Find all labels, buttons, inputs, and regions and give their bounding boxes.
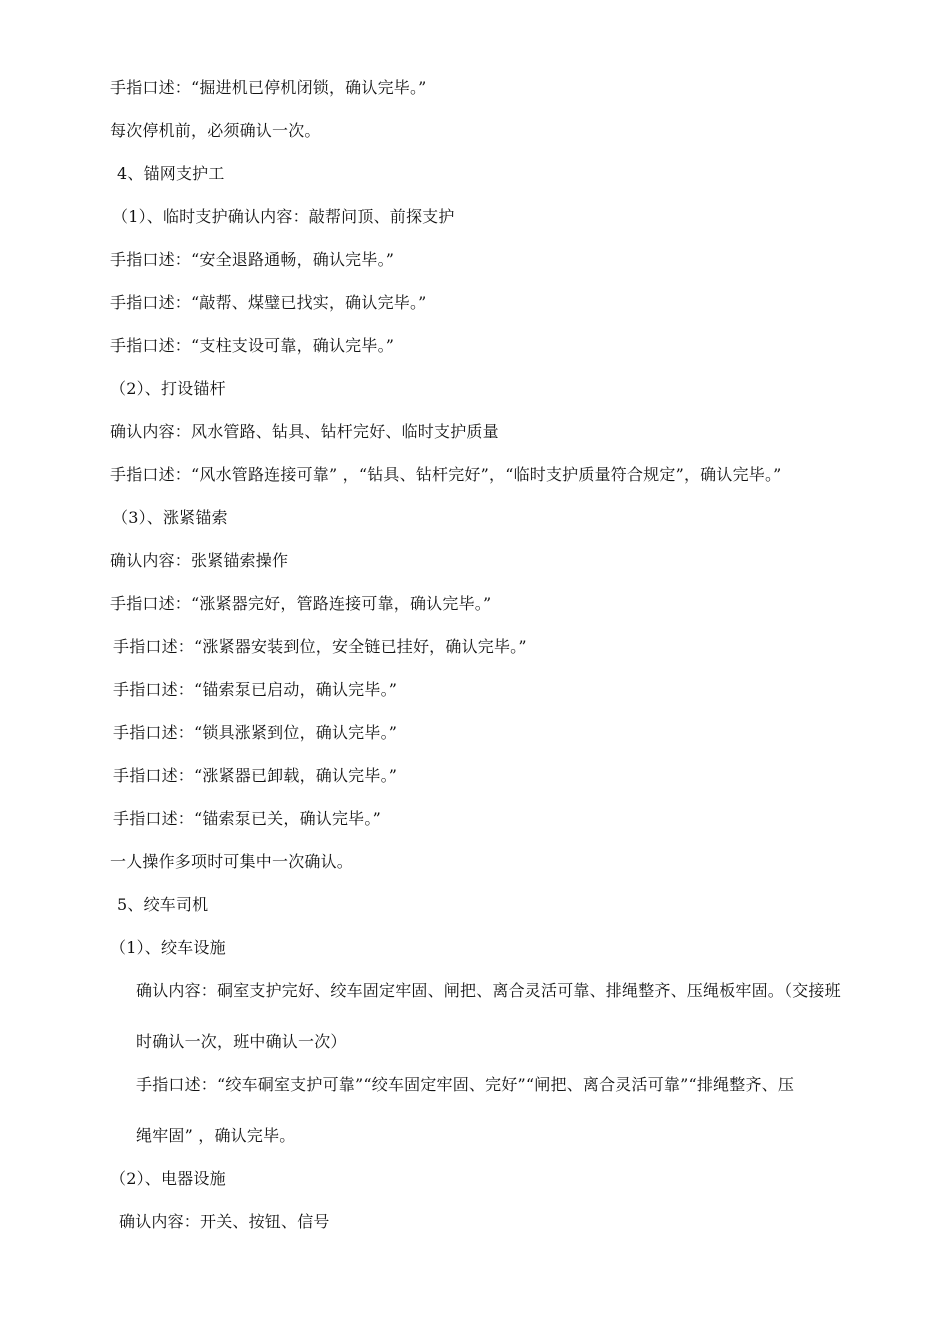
subsection-heading: （3）、涨紧锚索 <box>112 508 228 527</box>
subsection-heading: （2）、打设锚杆 <box>110 379 226 398</box>
section-heading: 4、锚网支护工 <box>117 164 225 183</box>
text-line: 确认内容：风水管路、钻具、钻杆完好、临时支护质量 <box>110 422 499 441</box>
text-line: 时确认一次，班中确认一次） <box>136 1032 347 1051</box>
subsection-heading: （2）、电器设施 <box>110 1169 226 1188</box>
text-line: 手指口述：“安全退路通畅，确认完毕。” <box>110 250 395 269</box>
text-line: 手指口述：“涨紧器安装到位，安全链已挂好，确认完毕。” <box>113 637 527 656</box>
section-heading: 5、绞车司机 <box>117 895 209 914</box>
subsection-heading: （1）、绞车设施 <box>110 938 226 957</box>
text-line: 手指口述：“锚索泵已启动，确认完毕。” <box>113 680 398 699</box>
text-line: 一人操作多项时可集中一次确认。 <box>110 852 354 871</box>
subsection-heading: （1）、临时支护确认内容：敲帮问顶、前探支护 <box>112 207 455 226</box>
text-line: 手指口述：“掘进机已停机闭锁，确认完毕。” <box>110 78 427 97</box>
text-line: 手指口述：“锁具涨紧到位，确认完毕。” <box>113 723 398 742</box>
text-line: 确认内容：硐室支护完好、绞车固定牢固、闸把、离合灵活可靠、排绳整齐、压绳板牢固。（交接班 <box>136 981 841 1000</box>
text-line: 确认内容：张紧锚索操作 <box>110 551 289 570</box>
text-line: 手指口述：“风水管路连接可靠” ，“钻具、钻杆完好”，“临时支护质量符合规定”，确认完毕。” <box>110 465 782 484</box>
text-line: 手指口述：“支柱支设可靠，确认完毕。” <box>110 336 395 355</box>
text-line: 绳牢固” ，确认完毕。 <box>136 1126 296 1145</box>
text-line: 每次停机前，必须确认一次。 <box>110 121 321 140</box>
text-line: 手指口述：“敲帮、煤璧已找实，确认完毕。” <box>110 293 427 312</box>
text-line: 手指口述：“锚索泵已关，确认完毕。” <box>113 809 381 828</box>
text-line: 手指口述：“涨紧器完好，管路连接可靠，确认完毕。” <box>110 594 492 613</box>
text-line: 手指口述：“绞车硐室支护可靠”“绞车固定牢固、完好”“闸把、离合灵活可靠”“排绳整齐、压 <box>136 1075 795 1094</box>
text-line: 确认内容：开关、按钮、信号 <box>119 1212 330 1231</box>
text-line: 手指口述：“涨紧器已卸载，确认完毕。” <box>113 766 398 785</box>
